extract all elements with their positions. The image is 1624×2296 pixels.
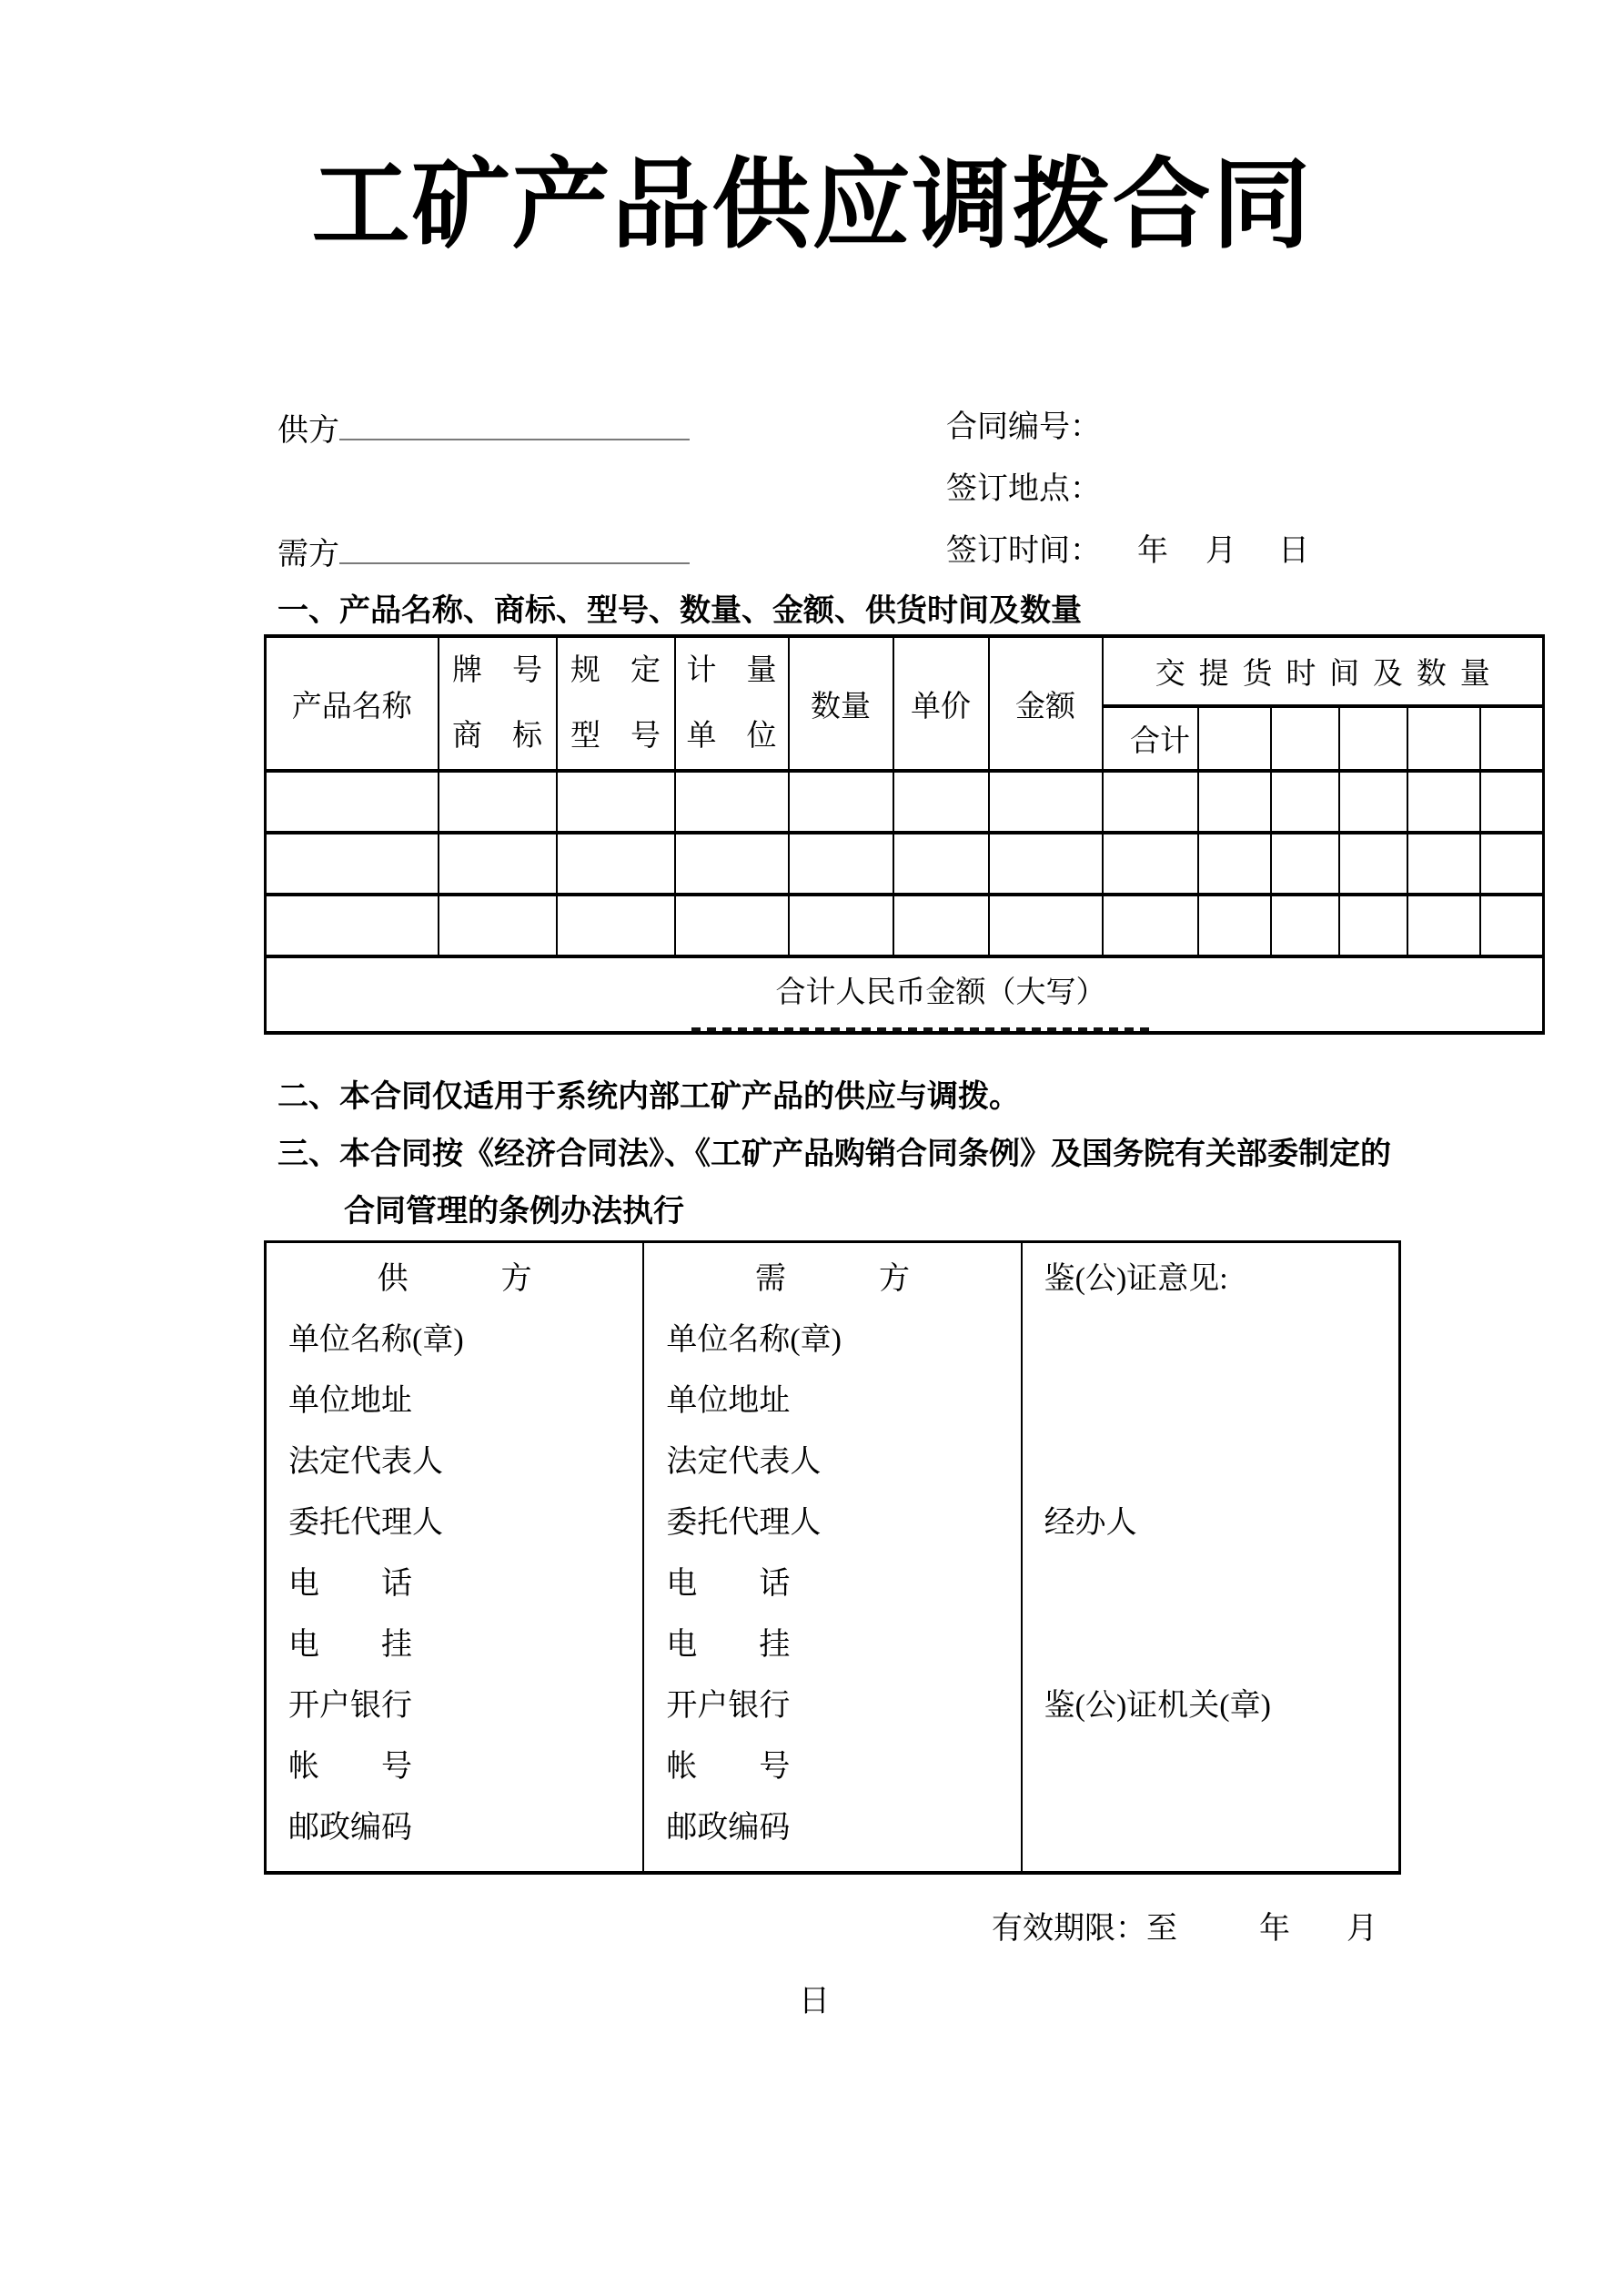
empty-cell[interactable] [266,771,439,833]
col-header-measure-unit: 计 量 单 位 [675,636,789,771]
product-row [266,771,1544,833]
empty-cell[interactable] [557,833,675,895]
empty-cell[interactable] [1271,895,1339,956]
field-label: 电 挂 [666,1628,791,1662]
field-label: 单位地址 [288,1384,412,1418]
demander-column [642,1243,1020,1871]
blank-line[interactable] [1023,1310,1398,1371]
sign-place-line [946,470,1101,510]
delivery-subcolumn-cell[interactable] [1480,706,1544,771]
col-header-amount: 金额 [989,636,1103,771]
field-label: 单位地址 [666,1384,791,1418]
empty-cell[interactable] [789,771,893,833]
product-row [266,895,1544,956]
empty-cell[interactable] [1198,771,1271,833]
col-header-quantity: 数量 [789,636,893,771]
demander-underline-field[interactable] [339,531,690,564]
page-title: 工矿产品供应调拨合同 [311,152,1313,260]
demander-column-header: 需 方 [754,1262,910,1296]
empty-cell[interactable] [675,895,789,956]
empty-cell[interactable] [1480,895,1544,956]
sign-time-line [946,531,1309,571]
empty-cell[interactable] [1198,895,1271,956]
empty-cell[interactable] [1407,771,1480,833]
validity-month-label: 月 [1347,1912,1377,1946]
empty-cell[interactable] [1198,833,1271,895]
field-label: 法定代表人 [288,1445,443,1479]
total-amount-row [266,956,1544,1033]
delivery-subcolumn-cell[interactable] [1198,706,1271,771]
field-label: 委托代理人 [288,1506,443,1540]
total-amount-dashed-field[interactable] [691,1027,1151,1031]
empty-cell[interactable] [266,833,439,895]
col-header-delivery-group: 交提货时间及数量 [1103,636,1544,706]
empty-cell[interactable] [439,833,557,895]
empty-cell[interactable] [1339,833,1407,895]
contract-no-label: 合同编号： [946,410,1101,444]
empty-cell[interactable] [789,833,893,895]
notary-opinion-label: 鉴(公)证意见: [1044,1262,1228,1296]
empty-cell[interactable] [989,833,1103,895]
col-header-delivery-total: 合计 [1103,706,1198,771]
contract-no-line [946,408,1101,448]
empty-cell[interactable] [1103,771,1198,833]
empty-cell[interactable] [893,895,989,956]
supplier-label: 供方 [277,414,339,448]
empty-cell[interactable] [1271,833,1339,895]
blank-line[interactable] [1023,1371,1398,1431]
empty-cell[interactable] [1339,895,1407,956]
empty-cell[interactable] [1480,771,1544,833]
empty-cell[interactable] [1103,895,1198,956]
sign-time-label: 签订时间： [946,534,1101,568]
col-header-spec-model: 规 定 型 号 [557,636,675,771]
field-label: 电 挂 [288,1628,412,1662]
notary-authority-label: 鉴(公)证机关(章) [1044,1689,1271,1723]
blank-line[interactable] [1023,1553,1398,1614]
total-amount-label: 合计人民币金额（大写） [775,976,1106,1009]
blank-line[interactable] [1023,1431,1398,1492]
empty-cell[interactable] [439,771,557,833]
field-label: 单位名称(章) [666,1323,842,1357]
empty-cell[interactable] [893,771,989,833]
section-three-heading: 三、本合同按《经济合同法》、《工矿产品购销合同条例》及国务院有关部委制定的 [277,1138,1391,1171]
sign-place-label: 签订地点： [946,472,1101,506]
col-header-product-name: 产品名称 [266,636,439,771]
empty-cell[interactable] [1407,833,1480,895]
empty-cell[interactable] [557,771,675,833]
delivery-subcolumn-cell[interactable] [1271,706,1339,771]
demander-label: 需方 [277,538,339,571]
products-table [264,634,1545,1035]
empty-cell[interactable] [675,833,789,895]
empty-cell[interactable] [1480,833,1544,895]
section-two-heading: 二、本合同仅适用于系统内部工矿产品的供应与调拨。 [277,1080,1020,1114]
delivery-subcolumn-cell[interactable] [1339,706,1407,771]
product-row [266,833,1544,895]
supplier-column [267,1243,642,1871]
sign-time-month-label: 月 [1205,534,1236,568]
field-label: 帐 号 [288,1750,412,1784]
empty-cell[interactable] [1339,771,1407,833]
empty-cell[interactable] [1407,895,1480,956]
blank-line[interactable] [1023,1614,1398,1675]
empty-cell[interactable] [439,895,557,956]
field-label: 邮政编码 [288,1811,412,1845]
section-three-heading-continuation: 合同管理的条例办法执行 [344,1195,684,1229]
empty-cell[interactable] [893,833,989,895]
blank-line[interactable] [1023,1797,1398,1858]
delivery-subcolumn-cell[interactable] [1407,706,1480,771]
empty-cell[interactable] [989,771,1103,833]
sign-time-day-label: 日 [1278,534,1309,568]
empty-cell[interactable] [557,895,675,956]
parties-table [264,1240,1401,1875]
col-header-unit-price: 单价 [893,636,989,771]
notary-column [1021,1243,1398,1871]
empty-cell[interactable] [989,895,1103,956]
field-label: 单位名称(章) [288,1323,464,1357]
supplier-underline-field[interactable] [339,408,690,440]
field-label: 开户银行 [288,1689,412,1723]
blank-line[interactable] [1023,1736,1398,1797]
validity-day-line [799,1982,830,2022]
empty-cell[interactable] [675,771,789,833]
col-header-brand: 牌 号 商 标 [439,636,557,771]
empty-cell[interactable] [1271,771,1339,833]
demander-line [277,531,690,575]
validity-label: 有效期限：至 [992,1912,1177,1946]
empty-cell[interactable] [266,895,439,956]
field-label: 开户银行 [666,1689,791,1723]
supplier-line [277,408,690,451]
field-label: 电 话 [666,1567,791,1601]
sign-time-year-label: 年 [1137,534,1168,568]
field-label: 电 话 [288,1567,412,1601]
empty-cell[interactable] [1103,833,1198,895]
validity-day-label: 日 [799,1985,830,2018]
field-label: 帐 号 [666,1750,791,1784]
validity-line [992,1909,1377,1949]
notary-agent-label: 经办人 [1044,1506,1137,1540]
section-one-heading: 一、产品名称、商标、型号、数量、金额、供货时间及数量 [277,594,1082,628]
supplier-column-header: 供 方 [377,1262,532,1296]
empty-cell[interactable] [789,895,893,956]
field-label: 邮政编码 [666,1811,791,1845]
validity-year-label: 年 [1259,1912,1290,1946]
field-label: 法定代表人 [666,1445,822,1479]
field-label: 委托代理人 [666,1506,822,1540]
